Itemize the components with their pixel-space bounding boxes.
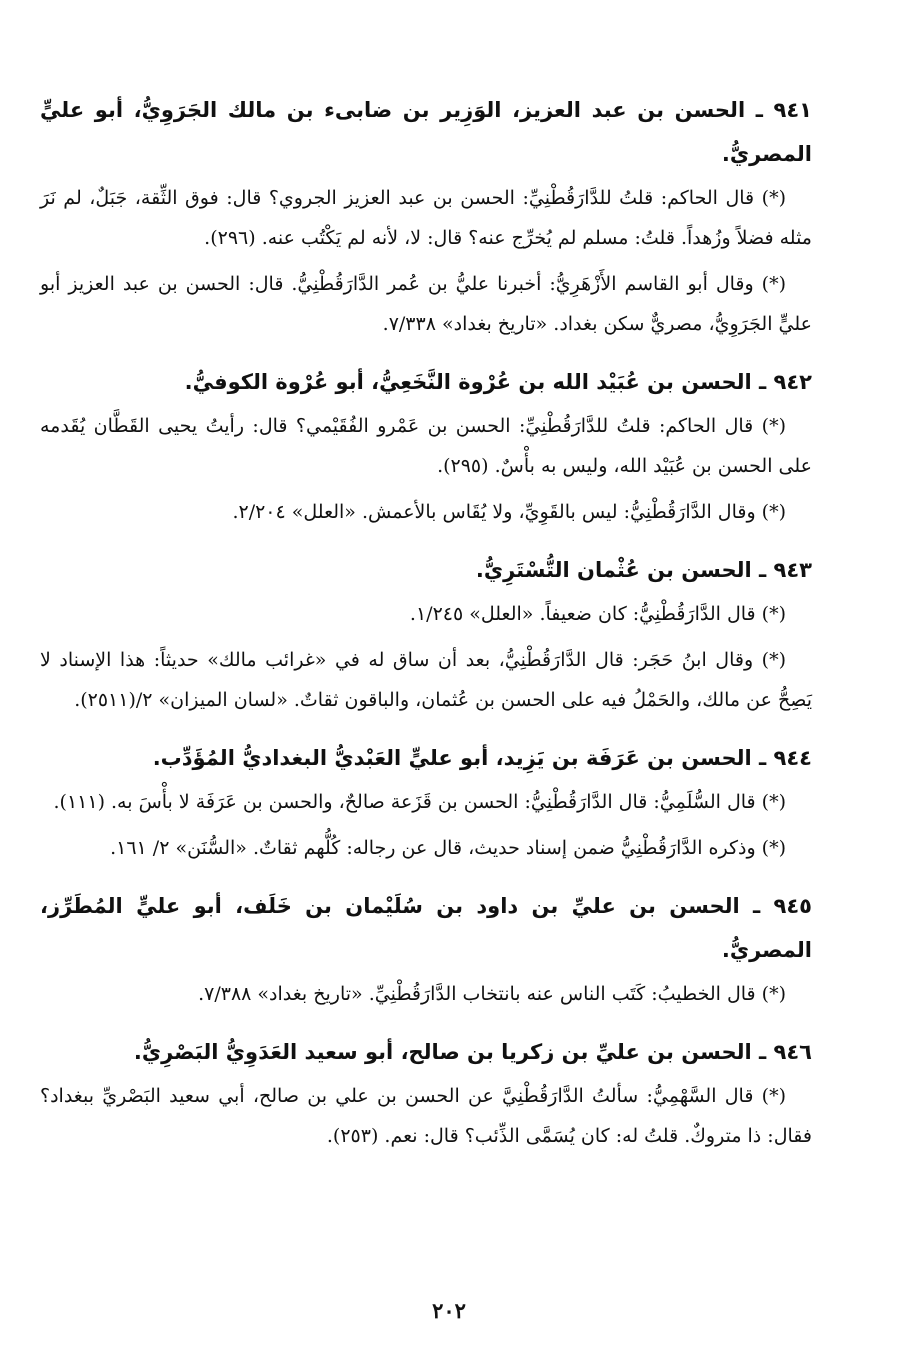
entry-heading: ٩٤٥ ـ الحسن بن عليِّ بن داود بن سُلَيْمان بن خَلَف، أبو عليٍّ المُطَرِّز، المصريُّ. — [40, 894, 812, 962]
entry-941 — [40, 88, 812, 344]
entry-943 — [40, 548, 812, 720]
entry-paragraph: (*) قال السَّهْمِيُّ: سألتُ الدَّارَقُطْنِيَّ عن الحسن بن علي بن صالح، أبي سعيد البَصْريِّ ببغداد؟ فقال: ذا متروكٌ. قلتُ له: كان يُسَمَّى الذِّئب؟ قال: نعم. (٢٥٣). — [40, 1085, 812, 1147]
entry-paragraph: (*) قال الخطيبُ: كَتَب الناس عنه بانتخاب الدَّارَقُطْنِيِّ. «تاريخ بغداد» ٧/٣٨٨. — [198, 983, 786, 1005]
entry-paragraph: (*) قال الدَّارَقُطْنِيُّ: كان ضعيفاً. «العلل» ١/٢٤٥. — [409, 603, 786, 625]
entry-paragraph: (*) قال الحاكم: قلتُ للدَّارَقُطْنِيِّ: الحسن بن عبد العزيز الجروي؟ قال: فوق الثِّقة، جَبَلٌ، لم نَرَ مثله فضلاً وزُهداً. قلتُ: مسلم لم يُخرِّج عنه؟ قال: لا، لأنه لم يَكْتُب عنه. (٢٩٦). — [40, 187, 812, 249]
entry-paragraph: (*) وقال ابنُ حَجَر: قال الدَّارَقُطْنِيُّ، بعد أن ساق له في «غرائب مالك» حديثاً: هذا الإسناد لا يَصِحُّ عن مالك، والحَمْلُ فيه على الحسن بن عُثمان، والباقون ثقاتٌ. «لسان الميزان» ٢/(٢٥١١). — [40, 649, 812, 711]
entry-946 — [40, 1030, 812, 1156]
entry-944 — [40, 736, 812, 868]
entry-paragraph: (*) وذكره الدَّارَقُطْنِيُّ ضمن إسناد حديث، قال عن رجاله: كُلُّهم ثقاتٌ. «السُّنَن» ٢/ ١٦١. — [110, 837, 786, 859]
entry-heading: ٩٤٤ ـ الحسن بن عَرَفَة بن يَزِيد، أبو عليٍّ العَبْديُّ البغداديُّ المُؤَدِّب. — [152, 746, 812, 770]
entry-heading: ٩٤٢ ـ الحسن بن عُبَيْد الله بن عُرْوة النَّخَعِيُّ، أبو عُرْوة الكوفيُّ. — [184, 370, 812, 394]
page-number: ٢٠٢ — [432, 1298, 466, 1323]
entry-945 — [40, 884, 812, 1014]
entry-paragraph: (*) قال السُّلَمِيُّ: قال الدَّارَقُطْنِيُّ: الحسن بن قَزَعة صالحٌ، والحسن بن عَرَفَة لا بأْسَ به. (١١١). — [53, 791, 786, 813]
entry-paragraph: (*) وقال الدَّارَقُطْنِيُّ: ليس بالقَوِيِّ، ولا يُقَاس بالأعمش. «العلل» ٢/٢٠٤. — [232, 501, 786, 523]
entry-paragraph: (*) وقال أبو القاسم الأَزْهَرِيُّ: أخبرنا عليُّ بن عُمر الدَّارَقُطْنِيُّ. قال: الحسن بن عبد العزيز أبو عليٍّ الجَرَوِيُّ، مصريٌّ سكن بغداد. «تاريخ بغداد» ٧/٣٣٨. — [40, 273, 812, 335]
entry-heading: ٩٤٣ ـ الحسن بن عُثْمان التُّسْتَرِيُّ. — [475, 558, 812, 582]
entry-paragraph: (*) قال الحاكم: قلتُ للدَّارَقُطْنِيِّ: الحسن بن عَمْرو الفُقَيْمي؟ قال: رأيتُ يحيى القَطَّان يُقَدمه على الحسن بن عُبَيْد الله، وليس به بأْسٌ. (٢٩٥). — [40, 415, 812, 477]
entry-heading: ٩٤٦ ـ الحسن بن عليِّ بن زكريا بن صالح، أبو سعيد العَدَوِيُّ البَصْرِيُّ. — [133, 1040, 812, 1064]
entry-heading: ٩٤١ ـ الحسن بن عبد العزيز، الوَزِير بن ضابىء بن مالك الجَرَوِيُّ، أبو عليٍّ المصريُّ. — [40, 98, 812, 166]
entry-942 — [40, 360, 812, 532]
